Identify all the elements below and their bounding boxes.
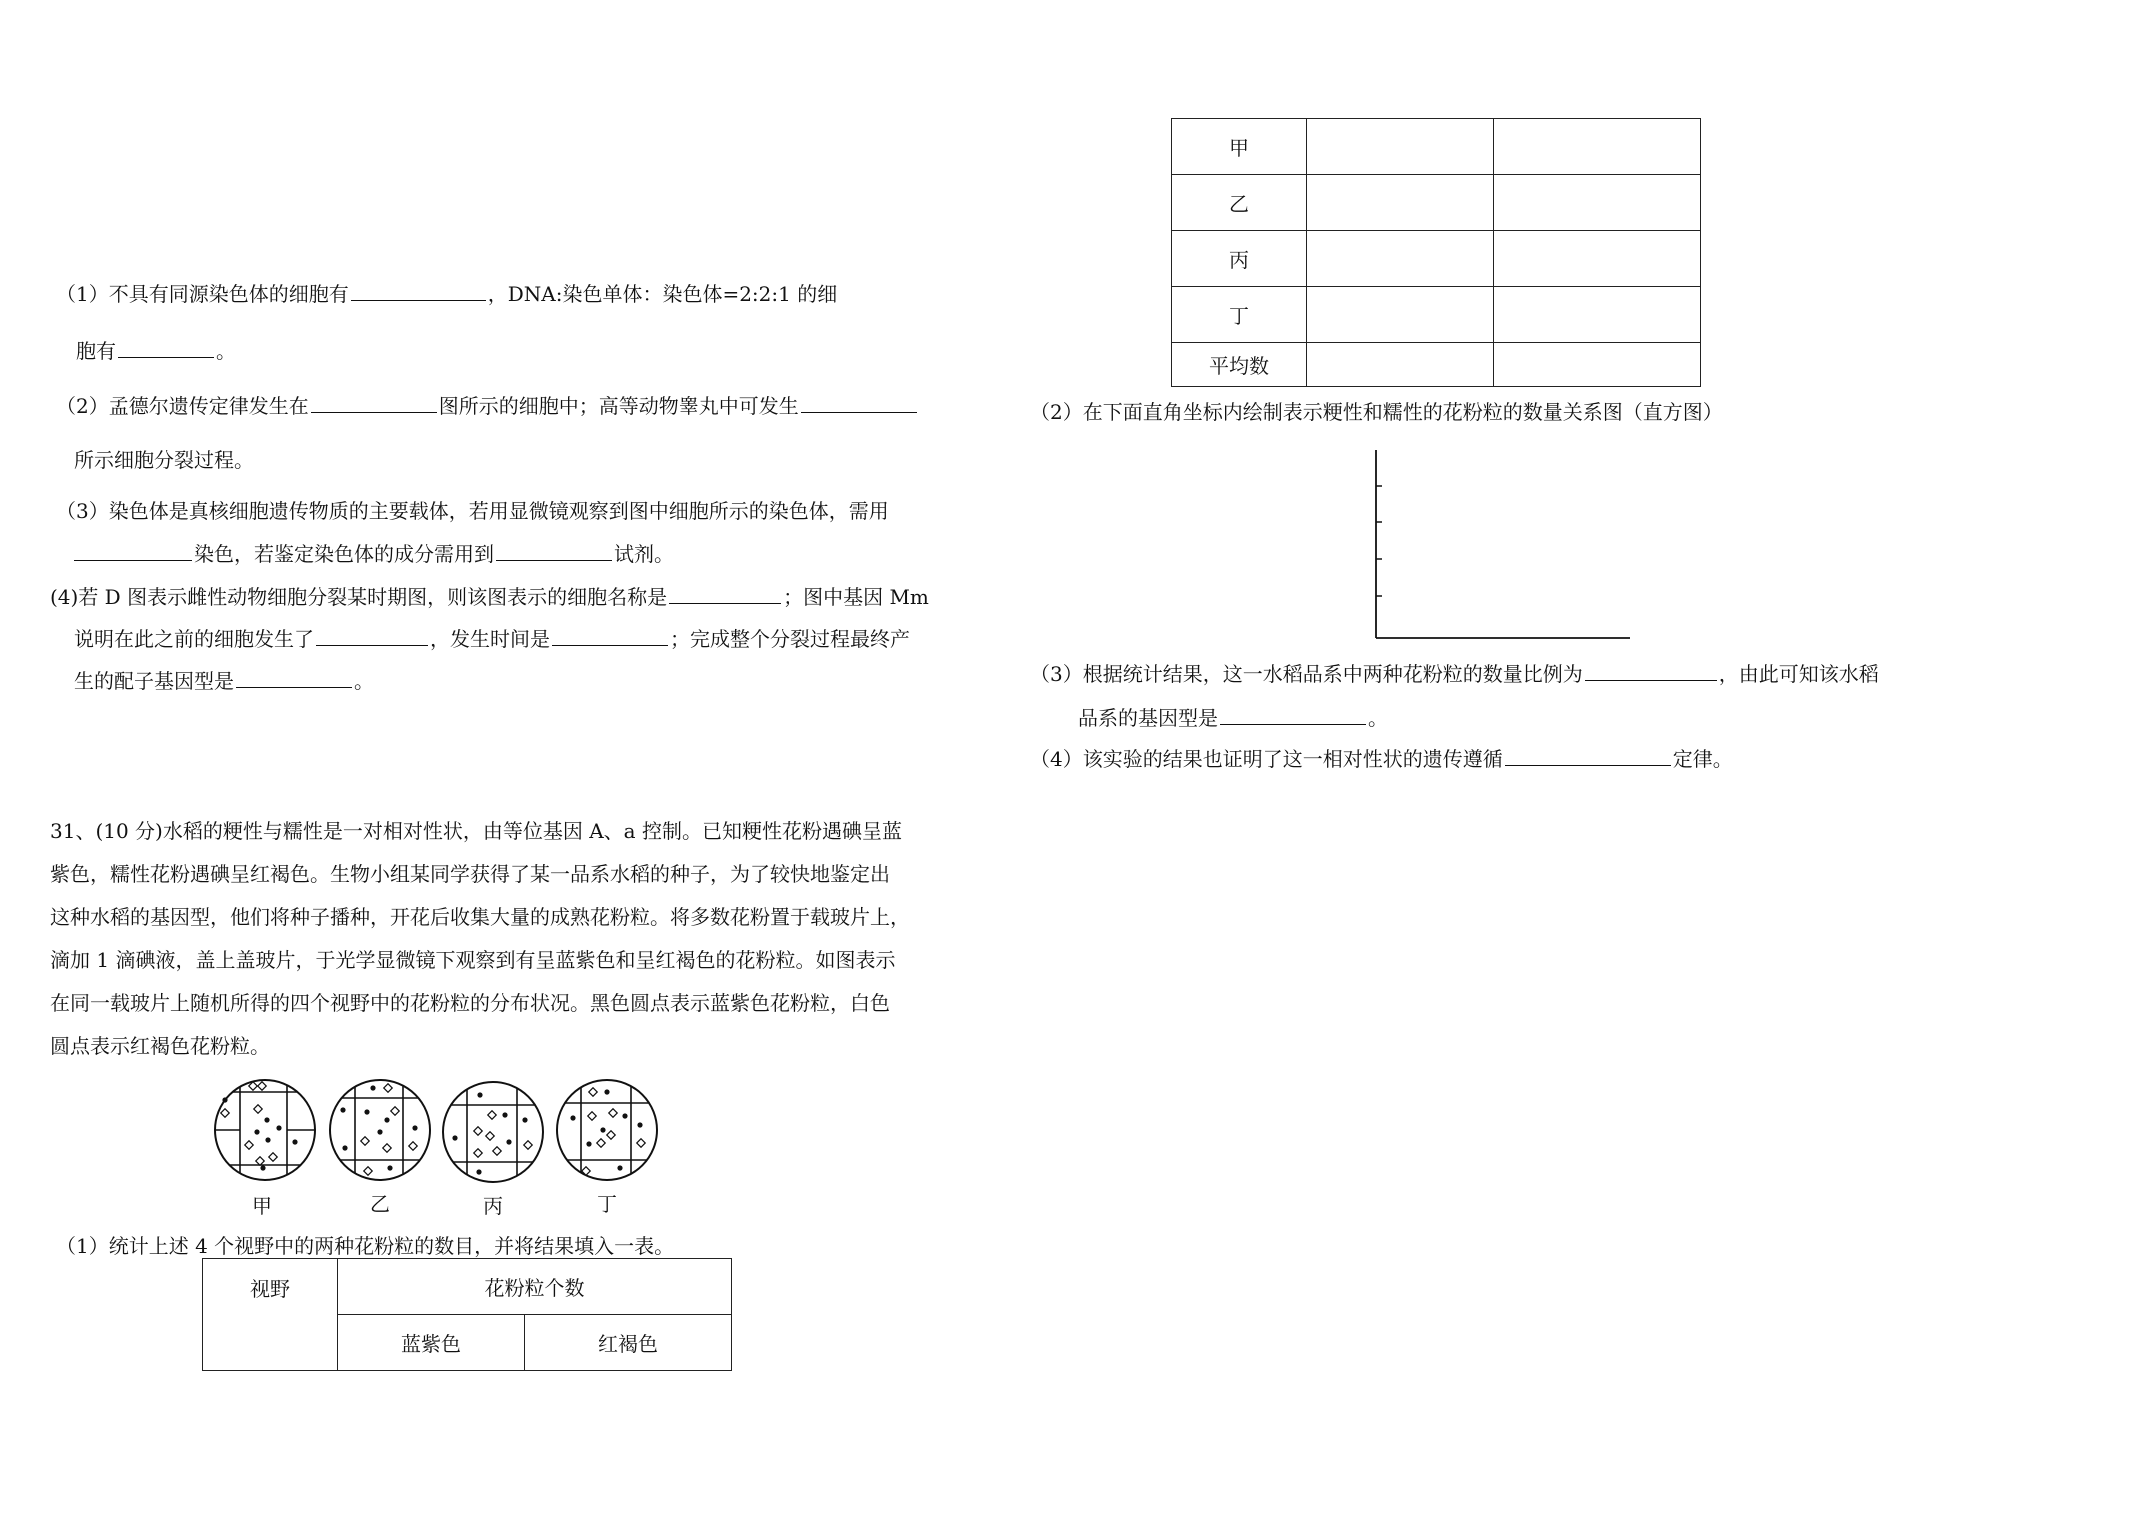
cell-average-blue[interactable] xyxy=(1307,343,1494,387)
table-row xyxy=(1172,287,1701,343)
histogram-axes[interactable] xyxy=(1366,446,1636,642)
field-label-bing: 丙 xyxy=(483,1194,503,1218)
table-row xyxy=(1172,343,1701,387)
q4-text-a: (4)若 D 图表示雌性动物细胞分裂某时期图，则该图表示的细胞名称是 xyxy=(50,585,668,609)
q2-text-b: 图所示的细胞中；高等动物睾丸中可发生 xyxy=(438,394,799,418)
q4-blank-3[interactable] xyxy=(552,625,668,646)
header-blue: 蓝紫色 xyxy=(338,1315,525,1371)
q3-line2 xyxy=(72,540,674,568)
field-label-ding: 丁 xyxy=(597,1192,617,1216)
pollen-fields-figure xyxy=(205,1070,675,1200)
pollen-count-table-header xyxy=(202,1258,732,1371)
q31-sub1: （1）统计上述 4 个视野中的两种花粉粒的数目，并将结果填入一表。 xyxy=(56,1234,675,1258)
row-label-jia: 甲 xyxy=(1172,119,1307,175)
field-yi xyxy=(330,1080,430,1180)
cell-ding-red[interactable] xyxy=(1494,287,1701,343)
sub3-line1 xyxy=(1030,660,1879,688)
q4-text-e: ；完成整个分裂过程最终产 xyxy=(670,627,910,651)
q3-text-b: 试剂。 xyxy=(614,542,674,566)
table-row xyxy=(1172,175,1701,231)
q1-text-c: 胞有 xyxy=(76,339,116,363)
q4-line2 xyxy=(74,625,910,653)
sub3-text-a: （3）根据统计结果，这一水稻品系中两种花粉粒的数量比例为 xyxy=(1030,662,1583,686)
sub4-text-a: （4）该实验的结果也证明了这一相对性状的遗传遵循 xyxy=(1030,747,1503,771)
row-label-yi: 乙 xyxy=(1172,175,1307,231)
sub3-blank-1[interactable] xyxy=(1585,660,1717,681)
cell-jia-blue[interactable] xyxy=(1307,119,1494,175)
q4-line3 xyxy=(74,667,374,695)
q31-line-5: 在同一载玻片上随机所得的四个视野中的花粉粒的分布状况。黑色圆点表示蓝紫色花粉粒，白色 xyxy=(50,991,890,1015)
table-row xyxy=(1172,119,1701,175)
sub4-line xyxy=(1030,745,1733,773)
q31-line-4: 滴加 1 滴碘液，盖上盖玻片，于光学显微镜下观察到有呈蓝紫色和呈红褐色的花粉粒。如图表示 xyxy=(50,948,896,972)
field-label-yi: 乙 xyxy=(370,1192,390,1216)
row-label-ding: 丁 xyxy=(1172,287,1307,343)
q31-line-3: 这种水稻的基因型，他们将种子播种，开花后收集大量的成熟花粉粒。将多数花粉置于载玻片上， xyxy=(50,905,910,929)
q1-line2 xyxy=(76,337,236,365)
q4-blank-4[interactable] xyxy=(236,667,352,688)
q4-text-g: 。 xyxy=(354,669,374,693)
q2-blank-2[interactable] xyxy=(801,392,917,413)
header-red: 红褐色 xyxy=(525,1315,732,1371)
q2-line2: 所示细胞分裂过程。 xyxy=(74,448,254,472)
q1-blank-2[interactable] xyxy=(118,337,214,358)
q31-line-1: 31、(10 分)水稻的粳性与糯性是一对相对性状，由等位基因 A、a 控制。已知粳性花粉遇碘呈蓝 xyxy=(50,819,902,843)
sub3-text-d: 。 xyxy=(1368,706,1388,730)
sub4-blank[interactable] xyxy=(1505,745,1671,766)
pollen-count-table-body xyxy=(1171,118,1701,387)
row-label-average: 平均数 xyxy=(1172,343,1307,387)
q31-line-2: 紫色，糯性花粉遇碘呈红褐色。生物小组某同学获得了某一品系水稻的种子，为了较快地鉴定出 xyxy=(50,862,890,886)
cell-ding-blue[interactable] xyxy=(1307,287,1494,343)
q2-text-a: （2）孟德尔遗传定律发生在 xyxy=(56,394,309,418)
cell-average-red[interactable] xyxy=(1494,343,1701,387)
q4-blank-2[interactable] xyxy=(316,625,428,646)
header-view: 视野 xyxy=(203,1259,338,1371)
table-row xyxy=(1172,231,1701,287)
q4-line1 xyxy=(50,583,929,611)
q3-blank-1[interactable] xyxy=(74,540,192,561)
cell-bing-blue[interactable] xyxy=(1307,231,1494,287)
cell-yi-red[interactable] xyxy=(1494,175,1701,231)
q4-text-d: ，发生时间是 xyxy=(430,627,550,651)
header-count: 花粉粒个数 xyxy=(338,1259,732,1315)
row-label-bing: 丙 xyxy=(1172,231,1307,287)
field-bing xyxy=(443,1082,543,1182)
field-ding xyxy=(557,1080,657,1180)
sub3-blank-2[interactable] xyxy=(1220,704,1366,725)
cell-jia-red[interactable] xyxy=(1494,119,1701,175)
sub4-text-b: 定律。 xyxy=(1672,747,1733,771)
q1-blank-1[interactable] xyxy=(351,280,486,301)
q1-text-b: ，DNA:染色单体：染色体=2:2:1 的细 xyxy=(487,282,838,306)
q2-line1 xyxy=(56,392,919,420)
q4-blank-1[interactable] xyxy=(669,583,781,604)
q4-text-c: 说明在此之前的细胞发生了 xyxy=(74,627,314,651)
q31-line-6: 圆点表示红褐色花粉粒。 xyxy=(50,1034,270,1058)
cell-bing-red[interactable] xyxy=(1494,231,1701,287)
q2-blank-1[interactable] xyxy=(311,392,437,413)
q3-line1: （3）染色体是真核细胞遗传物质的主要载体，若用显微镜观察到图中细胞所示的染色体，需用 xyxy=(56,499,889,523)
cell-yi-blue[interactable] xyxy=(1307,175,1494,231)
field-label-jia: 甲 xyxy=(252,1194,272,1218)
q3-blank-2[interactable] xyxy=(496,540,612,561)
q4-text-f: 生的配子基因型是 xyxy=(74,669,234,693)
q3-text-a: 染色，若鉴定染色体的成分需用到 xyxy=(194,542,494,566)
q4-text-b: ；图中基因 Mm xyxy=(783,585,929,609)
sub2-text: （2）在下面直角坐标内绘制表示粳性和糯性的花粉粒的数量关系图（直方图） xyxy=(1030,400,1723,424)
field-jia xyxy=(215,1080,315,1180)
sub3-text-c: 品系的基因型是 xyxy=(1078,706,1218,730)
sub3-line2 xyxy=(1078,704,1388,732)
q1-text-d: 。 xyxy=(216,339,236,363)
sub3-text-b: ，由此可知该水稻 xyxy=(1718,662,1879,686)
q1-line1 xyxy=(56,280,837,308)
q1-text-a: （1）不具有同源染色体的细胞有 xyxy=(56,282,349,306)
